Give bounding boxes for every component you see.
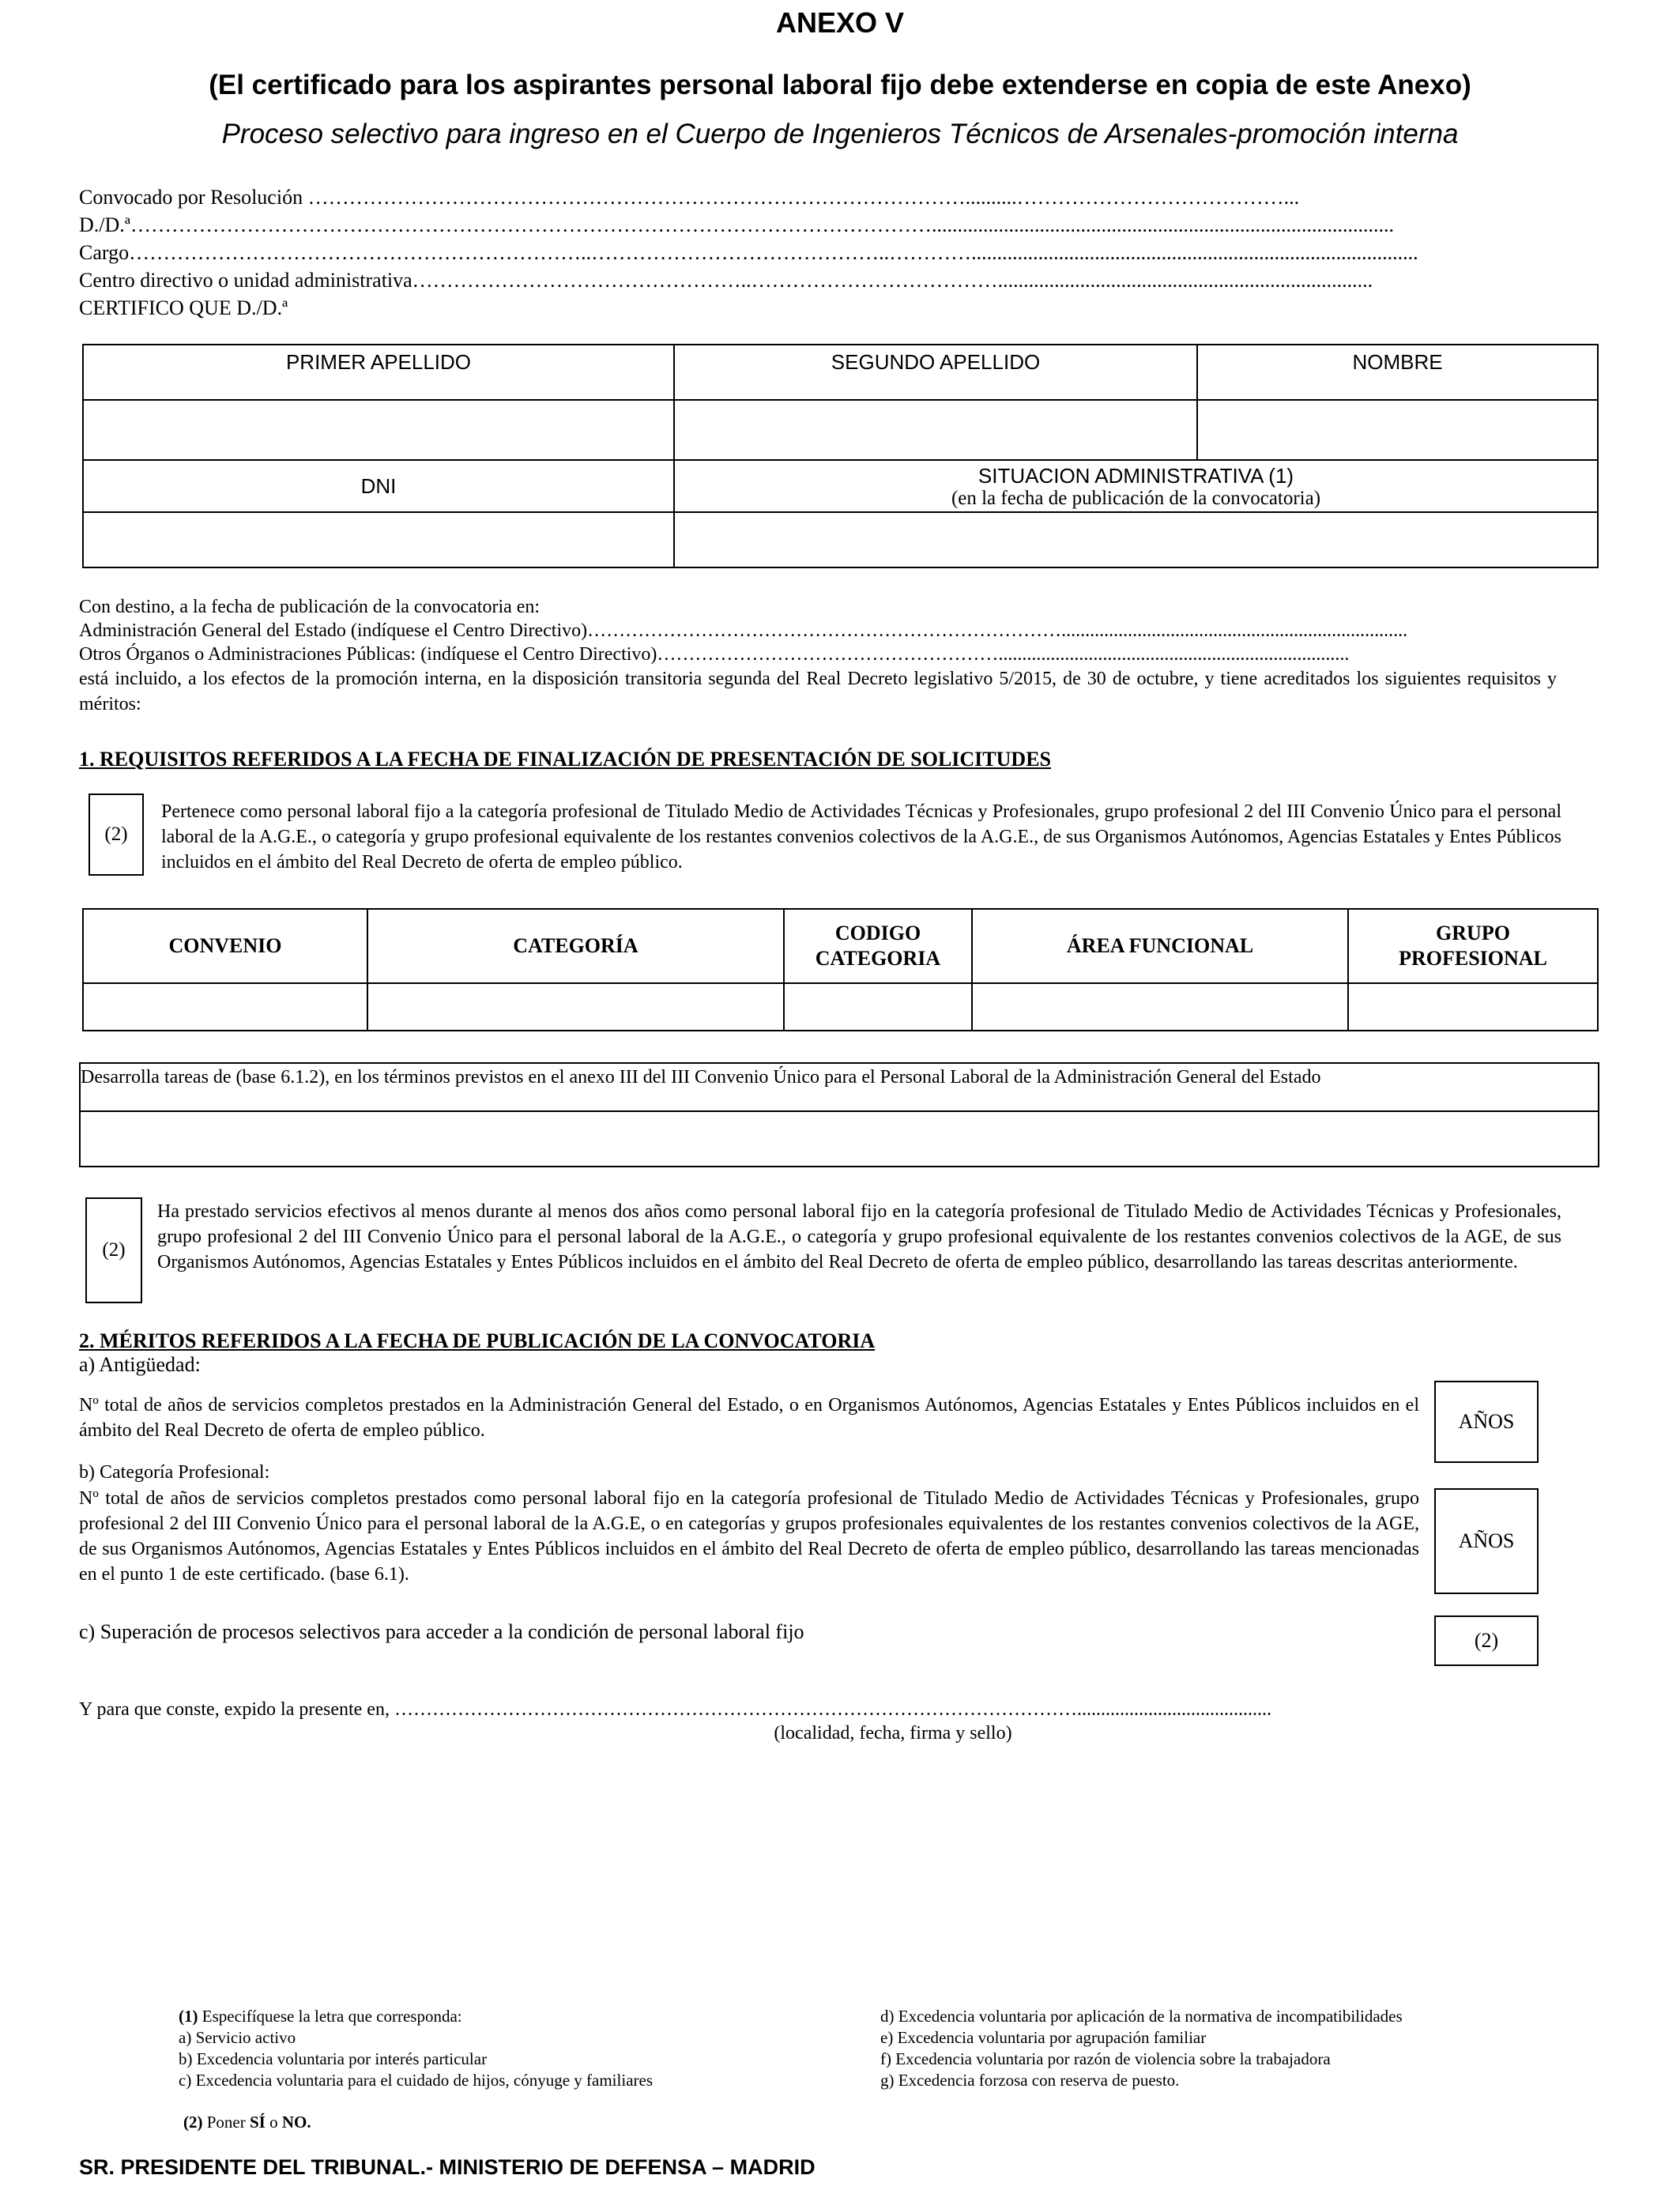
footnote-1-number: (1) xyxy=(179,2007,198,2026)
requisito-1-checkbox[interactable]: (2) xyxy=(89,794,144,876)
footnotes-left xyxy=(179,2006,653,2091)
footnote-e: e) Excedencia voluntaria por agrupación familiar xyxy=(880,2028,1207,2047)
process-title: Proceso selectivo para ingreso en el Cuerpo de Ingenieros Técnicos de Arsenales-promoción interna xyxy=(221,119,1459,149)
footnote-b: b) Excedencia voluntaria por interés particular xyxy=(179,2049,488,2068)
tareas-label: Desarrolla tareas de (base 6.1.2), en los términos previstos en el anexo III del III Convenio Único para el Personal Laboral de la Administración General del Estado xyxy=(80,1063,1599,1111)
annex-title: ANEXO V xyxy=(775,6,905,39)
cargo-field[interactable]: Cargo…………………………………………………………..……………………………………..…………....................................................................................... xyxy=(79,241,1418,264)
dni-cell[interactable] xyxy=(83,512,674,567)
certifico-label: CERTIFICO QUE D./D.ª xyxy=(79,296,288,319)
antiguedad-text: Nº total de años de servicios completos prestados en la Administración General del Estado, o en Organismos Autónomos, Agencias Estatales y Entes Públicos incluidos en el ámbito del Real Decreto de oferta de empleo público. xyxy=(79,1395,1419,1441)
codigo-label: CODIGO xyxy=(834,922,921,944)
codigo-categoria-header xyxy=(784,909,972,983)
addressee-footer: SR. PRESIDENTE DEL TRIBUNAL.- MINISTERIO DE DEFENSA – MADRID xyxy=(79,2155,816,2179)
footnote-2-no: NO. xyxy=(281,2113,311,2132)
age-field[interactable]: Administración General del Estado (indíquese el Centro Directivo)…………………………………………………………………......................................................................... xyxy=(79,620,1408,641)
antiguedad-anos-box[interactable]: AÑOS xyxy=(1434,1381,1539,1463)
tareas-table xyxy=(79,1062,1599,1167)
section-2-title: 2. MÉRITOS REFERIDOS A LA FECHA DE PUBLICACIÓN DE LA CONVOCATORIA xyxy=(79,1329,876,1352)
footnote-1-heading xyxy=(179,2006,653,2027)
footnote-2-o: o xyxy=(265,2113,282,2132)
convenio-header: CONVENIO xyxy=(83,909,367,983)
expedicion-field[interactable]: Y para que conste, expido la presente en, ………………………………………………………………………………………………......................................... xyxy=(79,1699,1271,1720)
categoria-header: CATEGORÍA xyxy=(367,909,784,983)
footnote-g: g) Excedencia forzosa con reserva de puesto. xyxy=(880,2071,1180,2090)
footnote-a: a) Servicio activo xyxy=(179,2028,296,2047)
footnote-1-text: Especifíquese la letra que corresponda: xyxy=(198,2007,462,2026)
segundo-apellido-cell[interactable] xyxy=(674,400,1197,460)
situacion-cell[interactable] xyxy=(674,512,1598,567)
grupo-profesional-cell[interactable] xyxy=(1348,983,1598,1031)
footnote-2-number: (2) xyxy=(183,2113,203,2132)
situacion-title: SITUACION ADMINISTRATIVA (1) xyxy=(977,464,1294,488)
otros-organos-field[interactable]: Otros Órganos o Administraciones Públicas: (indíquese el Centro Directivo)……………………………………………….......................................................................... xyxy=(79,644,1350,665)
annex-subtitle: (El certificado para los aspirantes personal laboral fijo debe extenderse en copia de este Anexo) xyxy=(209,70,1471,100)
footnote-c: c) Excedencia voluntaria para el cuidado de hijos, cónyuge y familiares xyxy=(179,2071,653,2090)
section-1-title: 1. REQUISITOS REFERIDOS A LA FECHA DE FINALIZACIÓN DE PRESENTACIÓN DE SOLICITUDES xyxy=(79,748,1051,771)
categoria-profesional-text: Nº total de años de servicios completos prestados como personal laboral fijo en la categoría profesional de Titulado Medio de Actividades Técnicas y Profesionales, grupo profesional 2 del III Convenio Único para el personal laboral de la A.G.E, o en categorías y grupos profesionales equivalentes de los restantes convenios colectivos de la AGE, de sus Organismos Autónomos, Agencias Estatales y Entes Públicos incluidos en el ámbito del Real Decreto de oferta de empleo público, desarrollando las tareas mencionadas en el punto 1 de este certificado. (base 6.1). xyxy=(79,1488,1419,1585)
categoria-profesional-label: b) Categoría Profesional: xyxy=(79,1462,270,1483)
situacion-header xyxy=(674,460,1598,512)
requisito-1-text: Pertenece como personal laboral fijo a la categoría profesional de Titulado Medio de Actividades Técnicas y Profesionales, grupo profesional 2 del III Convenio Único para el personal laboral de la A.G.E., o categoría y grupo profesional equivalente de los restantes convenios colectivos de la A.G.E., de sus Organismos Autónomos, Agencias Estatales y Entes Públicos incluidos en el ámbito del Real Decreto de oferta de empleo público. xyxy=(161,801,1561,873)
procesos-selectivos-text: c) Superación de procesos selectivos para acceder a la condición de personal laboral fijo xyxy=(79,1620,804,1643)
dd-field[interactable]: D./D.ª……………………………………………………………………………………………………….......................................................................................... xyxy=(79,213,1394,236)
situacion-subtitle: (en la fecha de publicación de la convocatoria) xyxy=(951,488,1321,509)
convocado-field[interactable]: Convocado por Resolución ……………………………………………………………………………………..........…………………………………... xyxy=(79,186,1300,209)
area-funcional-cell[interactable] xyxy=(972,983,1348,1031)
requisito-2-checkbox[interactable]: (2) xyxy=(85,1197,142,1303)
footnote-2-si: SÍ xyxy=(250,2113,266,2132)
segundo-apellido-header: SEGUNDO APELLIDO xyxy=(674,345,1197,400)
procesos-selectivos-box[interactable]: (2) xyxy=(1434,1615,1539,1666)
categoria-label: CATEGORIA xyxy=(815,947,941,970)
categoria-anos-box[interactable]: AÑOS xyxy=(1434,1488,1539,1594)
footnote-2-text: Poner xyxy=(202,2113,250,2132)
requisito-2-text: Ha prestado servicios efectivos al menos durante al menos dos años como personal laboral fijo en la categoría profesional de Titulado Medio de Actividades Técnicas y Profesionales, grupo profesional 2 del III Convenio Único para el personal laboral de la A.G.E., o categoría y grupo profesional equivalente de los restantes convenios colectivos de la AGE, de sus Organismos Autónomos, Agencias Estatales y Entes Públicos incluidos en el ámbito del Real Decreto de oferta de empleo público, desarrollando las tareas descritas anteriormente. xyxy=(157,1201,1561,1272)
codigo-categoria-cell[interactable] xyxy=(784,983,972,1031)
primer-apellido-cell[interactable] xyxy=(83,400,674,460)
footnote-2 xyxy=(183,2112,311,2133)
grupo-profesional-header xyxy=(1348,909,1598,983)
profesional-label: PROFESIONAL xyxy=(1399,947,1547,970)
centro-field[interactable]: Centro directivo o unidad administrativa…………………………………………..………………………………......................................................................... xyxy=(79,269,1373,292)
nombre-header: NOMBRE xyxy=(1197,345,1598,400)
firma-hint: (localidad, fecha, firma y sello) xyxy=(774,1723,1012,1744)
convenio-table xyxy=(82,908,1599,1031)
nombre-cell[interactable] xyxy=(1197,400,1598,460)
area-funcional-header: ÁREA FUNCIONAL xyxy=(972,909,1348,983)
destino-intro: Con destino, a la fecha de publicación de la convocatoria en: xyxy=(79,597,541,617)
inclusion-text: está incluido, a los efectos de la promoción interna, en la disposición transitoria segunda del Real Decreto legislativo 5/2015, de 30 de octubre, y tiene acreditados los siguientes requisitos y méritos: xyxy=(79,669,1557,714)
footnotes-right xyxy=(880,2006,1403,2091)
antiguedad-label: a) Antigüedad: xyxy=(79,1353,201,1376)
personal-data-table xyxy=(82,344,1599,568)
tareas-cell[interactable] xyxy=(80,1111,1599,1167)
footnote-d: d) Excedencia voluntaria por aplicación de la normativa de incompatibilidades xyxy=(880,2007,1403,2026)
footnote-f: f) Excedencia voluntaria por razón de violencia sobre la trabajadora xyxy=(880,2049,1331,2068)
grupo-label: GRUPO xyxy=(1436,922,1510,944)
dni-header: DNI xyxy=(83,460,674,512)
categoria-cell[interactable] xyxy=(367,983,784,1031)
primer-apellido-header: PRIMER APELLIDO xyxy=(83,345,674,400)
convenio-cell[interactable] xyxy=(83,983,367,1031)
